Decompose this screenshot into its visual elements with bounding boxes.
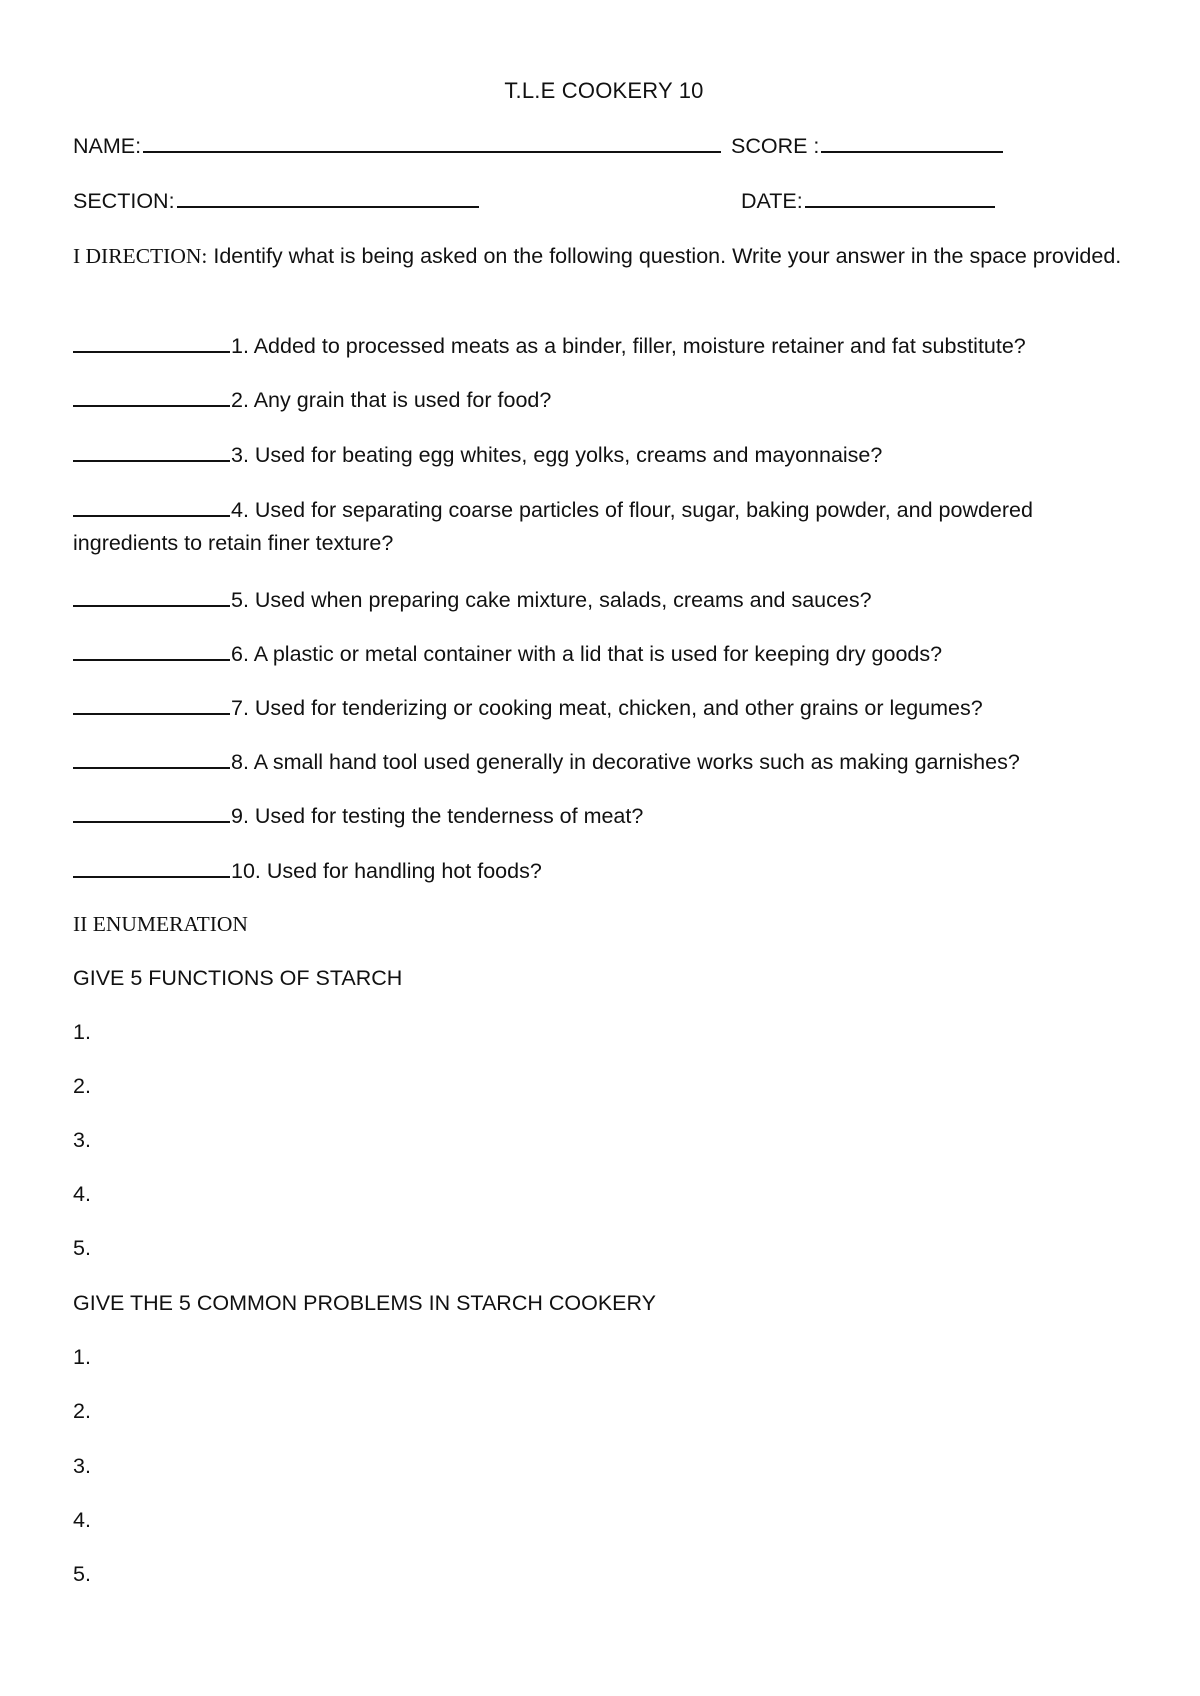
answer-blank[interactable] xyxy=(73,387,230,407)
enum-item: 1. xyxy=(73,1345,91,1369)
question-text: 1. Added to processed meats as a binder, filler, moisture retainer and fat substitute? xyxy=(231,334,1026,358)
question-item xyxy=(73,800,1133,833)
question-item xyxy=(73,494,1133,560)
enum-item: 3. xyxy=(73,1128,91,1152)
answer-blank[interactable] xyxy=(73,803,230,823)
answer-blank[interactable] xyxy=(73,587,230,607)
question-text: 6. A plastic or metal container with a lid that is used for keeping dry goods? xyxy=(231,642,943,666)
enum-item: 1. xyxy=(73,1020,91,1044)
enum-item: 4. xyxy=(73,1182,91,1206)
answer-blank[interactable] xyxy=(73,641,230,661)
question-item xyxy=(73,746,1133,779)
name-label: NAME: xyxy=(73,134,142,158)
section-field[interactable] xyxy=(73,188,479,214)
question-text: 10. Used for handling hot foods? xyxy=(231,859,542,883)
question-item xyxy=(73,692,1133,725)
question-item xyxy=(73,439,1133,472)
worksheet-title: T.L.E COOKERY 10 xyxy=(504,78,704,103)
question-text: 4. Used for separating coarse particles of flour, sugar, baking powder, and powdered ingredients to retain finer texture? xyxy=(73,498,1033,555)
date-label: DATE: xyxy=(741,189,803,213)
score-field[interactable] xyxy=(731,133,1003,159)
answer-blank[interactable] xyxy=(73,858,230,878)
answer-blank[interactable] xyxy=(73,333,230,353)
question-text: 8. A small hand tool used generally in decorative works such as making garnishes? xyxy=(231,750,1020,774)
section-blank[interactable] xyxy=(177,188,479,208)
score-blank[interactable] xyxy=(821,133,1003,153)
question-item xyxy=(73,330,1133,363)
question-text: 9. Used for testing the tenderness of meat? xyxy=(231,804,644,828)
starch-functions-heading: GIVE 5 FUNCTIONS OF STARCH xyxy=(73,966,403,990)
name-blank[interactable] xyxy=(143,133,721,153)
section-label: SECTION: xyxy=(73,189,175,213)
answer-blank[interactable] xyxy=(73,442,230,462)
direction-label: I DIRECTION: xyxy=(73,244,208,268)
question-text: 2. Any grain that is used for food? xyxy=(231,388,552,412)
question-item xyxy=(73,584,1133,617)
enum-item: 5. xyxy=(73,1236,91,1260)
question-text: 5. Used when preparing cake mixture, salads, creams and sauces? xyxy=(231,588,872,612)
enum-item: 3. xyxy=(73,1454,91,1478)
enum-item: 5. xyxy=(73,1562,91,1586)
date-field[interactable] xyxy=(741,188,995,214)
question-item xyxy=(73,638,1133,671)
score-label: SCORE : xyxy=(731,134,820,158)
direction-paragraph xyxy=(73,240,1133,273)
direction-text: Identify what is being asked on the following question. Write your answer in the space provided. xyxy=(213,244,1122,268)
answer-blank[interactable] xyxy=(73,497,230,517)
answer-blank[interactable] xyxy=(73,695,230,715)
starch-problems-heading: GIVE THE 5 COMMON PROBLEMS IN STARCH COOKERY xyxy=(73,1291,656,1315)
question-text: 3. Used for beating egg whites, egg yolks, creams and mayonnaise? xyxy=(231,443,883,467)
name-field[interactable] xyxy=(73,133,721,159)
enumeration-heading: II ENUMERATION xyxy=(73,912,248,936)
question-item xyxy=(73,384,1133,417)
date-blank[interactable] xyxy=(805,188,995,208)
enum-item: 2. xyxy=(73,1399,91,1423)
enum-item: 4. xyxy=(73,1508,91,1532)
answer-blank[interactable] xyxy=(73,749,230,769)
enum-item: 2. xyxy=(73,1074,91,1098)
question-text: 7. Used for tenderizing or cooking meat, chicken, and other grains or legumes? xyxy=(231,696,983,720)
question-item xyxy=(73,855,1133,888)
